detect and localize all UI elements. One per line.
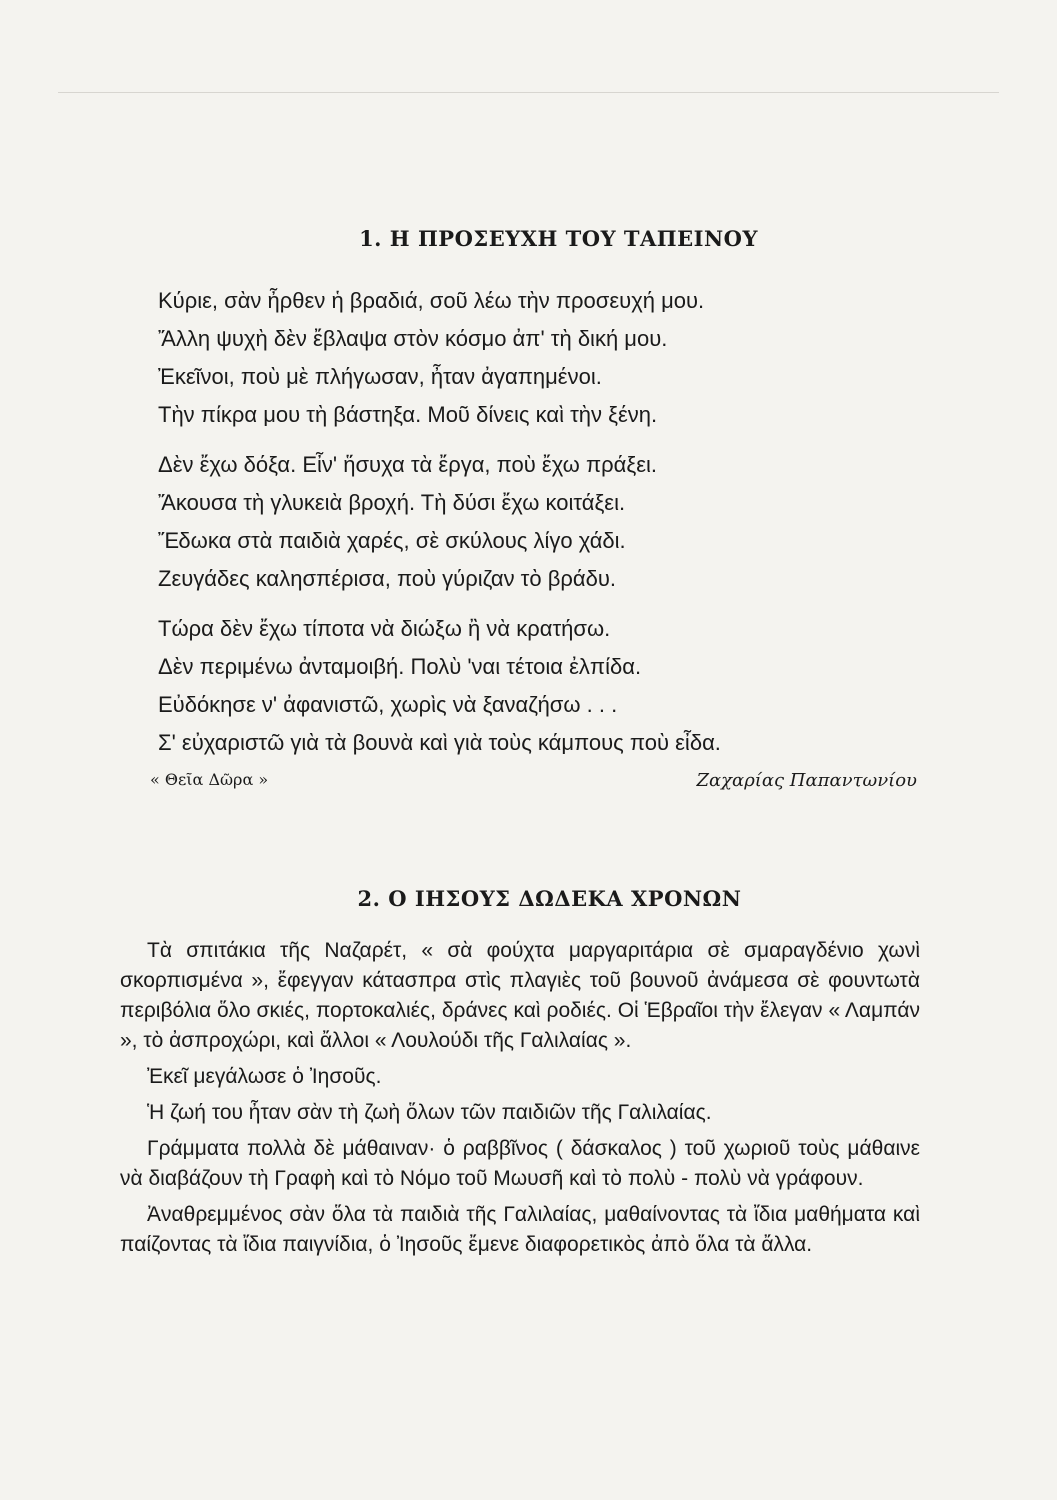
stanza-3 <box>158 610 958 762</box>
poem-line: Ζευγάδες καλησπέρισα, ποὺ γύριζαν τὸ βράδυ. <box>158 566 616 591</box>
poem-line: Σ' εὐχαριστῶ γιὰ τὰ βουνὰ καὶ γιὰ τοὺς κάμπους ποὺ εἶδα. <box>158 730 721 755</box>
poem-author: Ζαχαρίας Παπαντωνίου <box>696 770 917 791</box>
prose-text <box>120 936 920 1260</box>
poem-line: Ἄλλη ψυχὴ δὲν ἔβλαψα στὸν κόσμο ἀπ' τὴ δική μου. <box>158 326 668 351</box>
poem-source: « Θεῖα Δῶρα » <box>150 770 269 789</box>
poem-line: Τώρα δὲν ἔχω τίποτα νὰ διώξω ἢ νὰ κρατήσω. <box>158 616 611 641</box>
poem-line: Ἄκουσα τὴ γλυκειὰ βροχή. Τὴ δύσι ἔχω κοιτάξει. <box>158 490 626 515</box>
poem-line: Εὐδόκησε ν' ἀφανιστῶ, χωρὶς νὰ ξαναζήσω . . . <box>158 692 618 717</box>
poem-line: Ἔδωκα στὰ παιδιὰ χαρές, σὲ σκύλους λίγο χάδι. <box>158 528 626 553</box>
paragraph: Ἀναθρεμμένος σὰν ὅλα τὰ παιδιὰ τῆς Γαλιλαίας, μαθαίνοντας τὰ ἴδια μαθήματα καὶ παίζοντας τὰ ἴδια παιγνίδια, ὁ Ἰησοῦς ἔμενε διαφορετικὸς ἀπὸ ὅλα τὰ ἄλλα. <box>120 1203 920 1256</box>
poem <box>158 282 958 762</box>
poem-line: Κύριε, σὰν ἦρθεν ἡ βραδιά, σοῦ λέω τὴν προσευχή μου. <box>158 288 705 313</box>
poem-line: Τὴν πίκρα μου τὴ βάστηξα. Μοῦ δίνεις καὶ τὴν ξένη. <box>158 402 658 427</box>
poem-line: Δὲν ἔχω δόξα. Εἶν' ἥσυχα τὰ ἔργα, ποὺ ἔχω πράξει. <box>158 452 658 477</box>
paragraph: Τὰ σπιτάκια τῆς Ναζαρέτ, « σὰ φούχτα μαργαριτάρια σὲ σμαραγδένιο χωνὶ σκορπισμένα », ἔφεγγαν κάτασπρα στὶς πλαγιὲς τοῦ βουνοῦ ἀνάμεσα σὲ φουντωτὰ περιβόλια ὅλο σκιές, πορτοκαλιές, δράνες καὶ ροδιές. Οἱ Ἑβραῖοι τὴν ἔλεγαν « Λαμπάν », τὸ ἀσπροχώρι, καὶ ἄλλοι « Λουλούδι τῆς Γαλιλαίας ». <box>120 939 920 1052</box>
paragraph: Ἡ ζωή του ἦταν σὰν τὴ ζωὴ ὅλων τῶν παιδιῶν τῆς Γαλιλαίας. <box>147 1101 712 1124</box>
poem-title: 1. Η ΠΡΟΣΕΥΧΗ ΤΟΥ ΤΑΠΕΙΝΟΥ <box>359 226 758 251</box>
stanza-1 <box>158 282 958 434</box>
header-rule <box>58 92 999 93</box>
poem-line: Δὲν περιμένω ἀνταμοιβή. Πολὺ 'ναι τέτοια ἐλπίδα. <box>158 654 642 679</box>
paragraph: Ἐκεῖ μεγάλωσε ὁ Ἰησοῦς. <box>147 1065 382 1088</box>
paragraph: Γράμματα πολλὰ δὲ μάθαιναν· ὁ ραββῖνος ( δάσκαλος ) τοῦ χωριοῦ τοὺς μάθαινε νὰ διαβάζουν τὴ Γραφὴ καὶ τὸ Νόμο τοῦ Μωυσῆ καὶ τὸ πολὺ - πολὺ νὰ γράφουν. <box>120 1137 920 1190</box>
poem-line: Ἐκεῖνοι, ποὺ μὲ πλήγωσαν, ἦταν ἀγαπημένοι. <box>158 364 602 389</box>
prose-title: 2. Ο ΙΗΣΟΥΣ ΔΩΔΕΚΑ ΧΡΟΝΩΝ <box>357 886 742 911</box>
stanza-2 <box>158 446 958 598</box>
